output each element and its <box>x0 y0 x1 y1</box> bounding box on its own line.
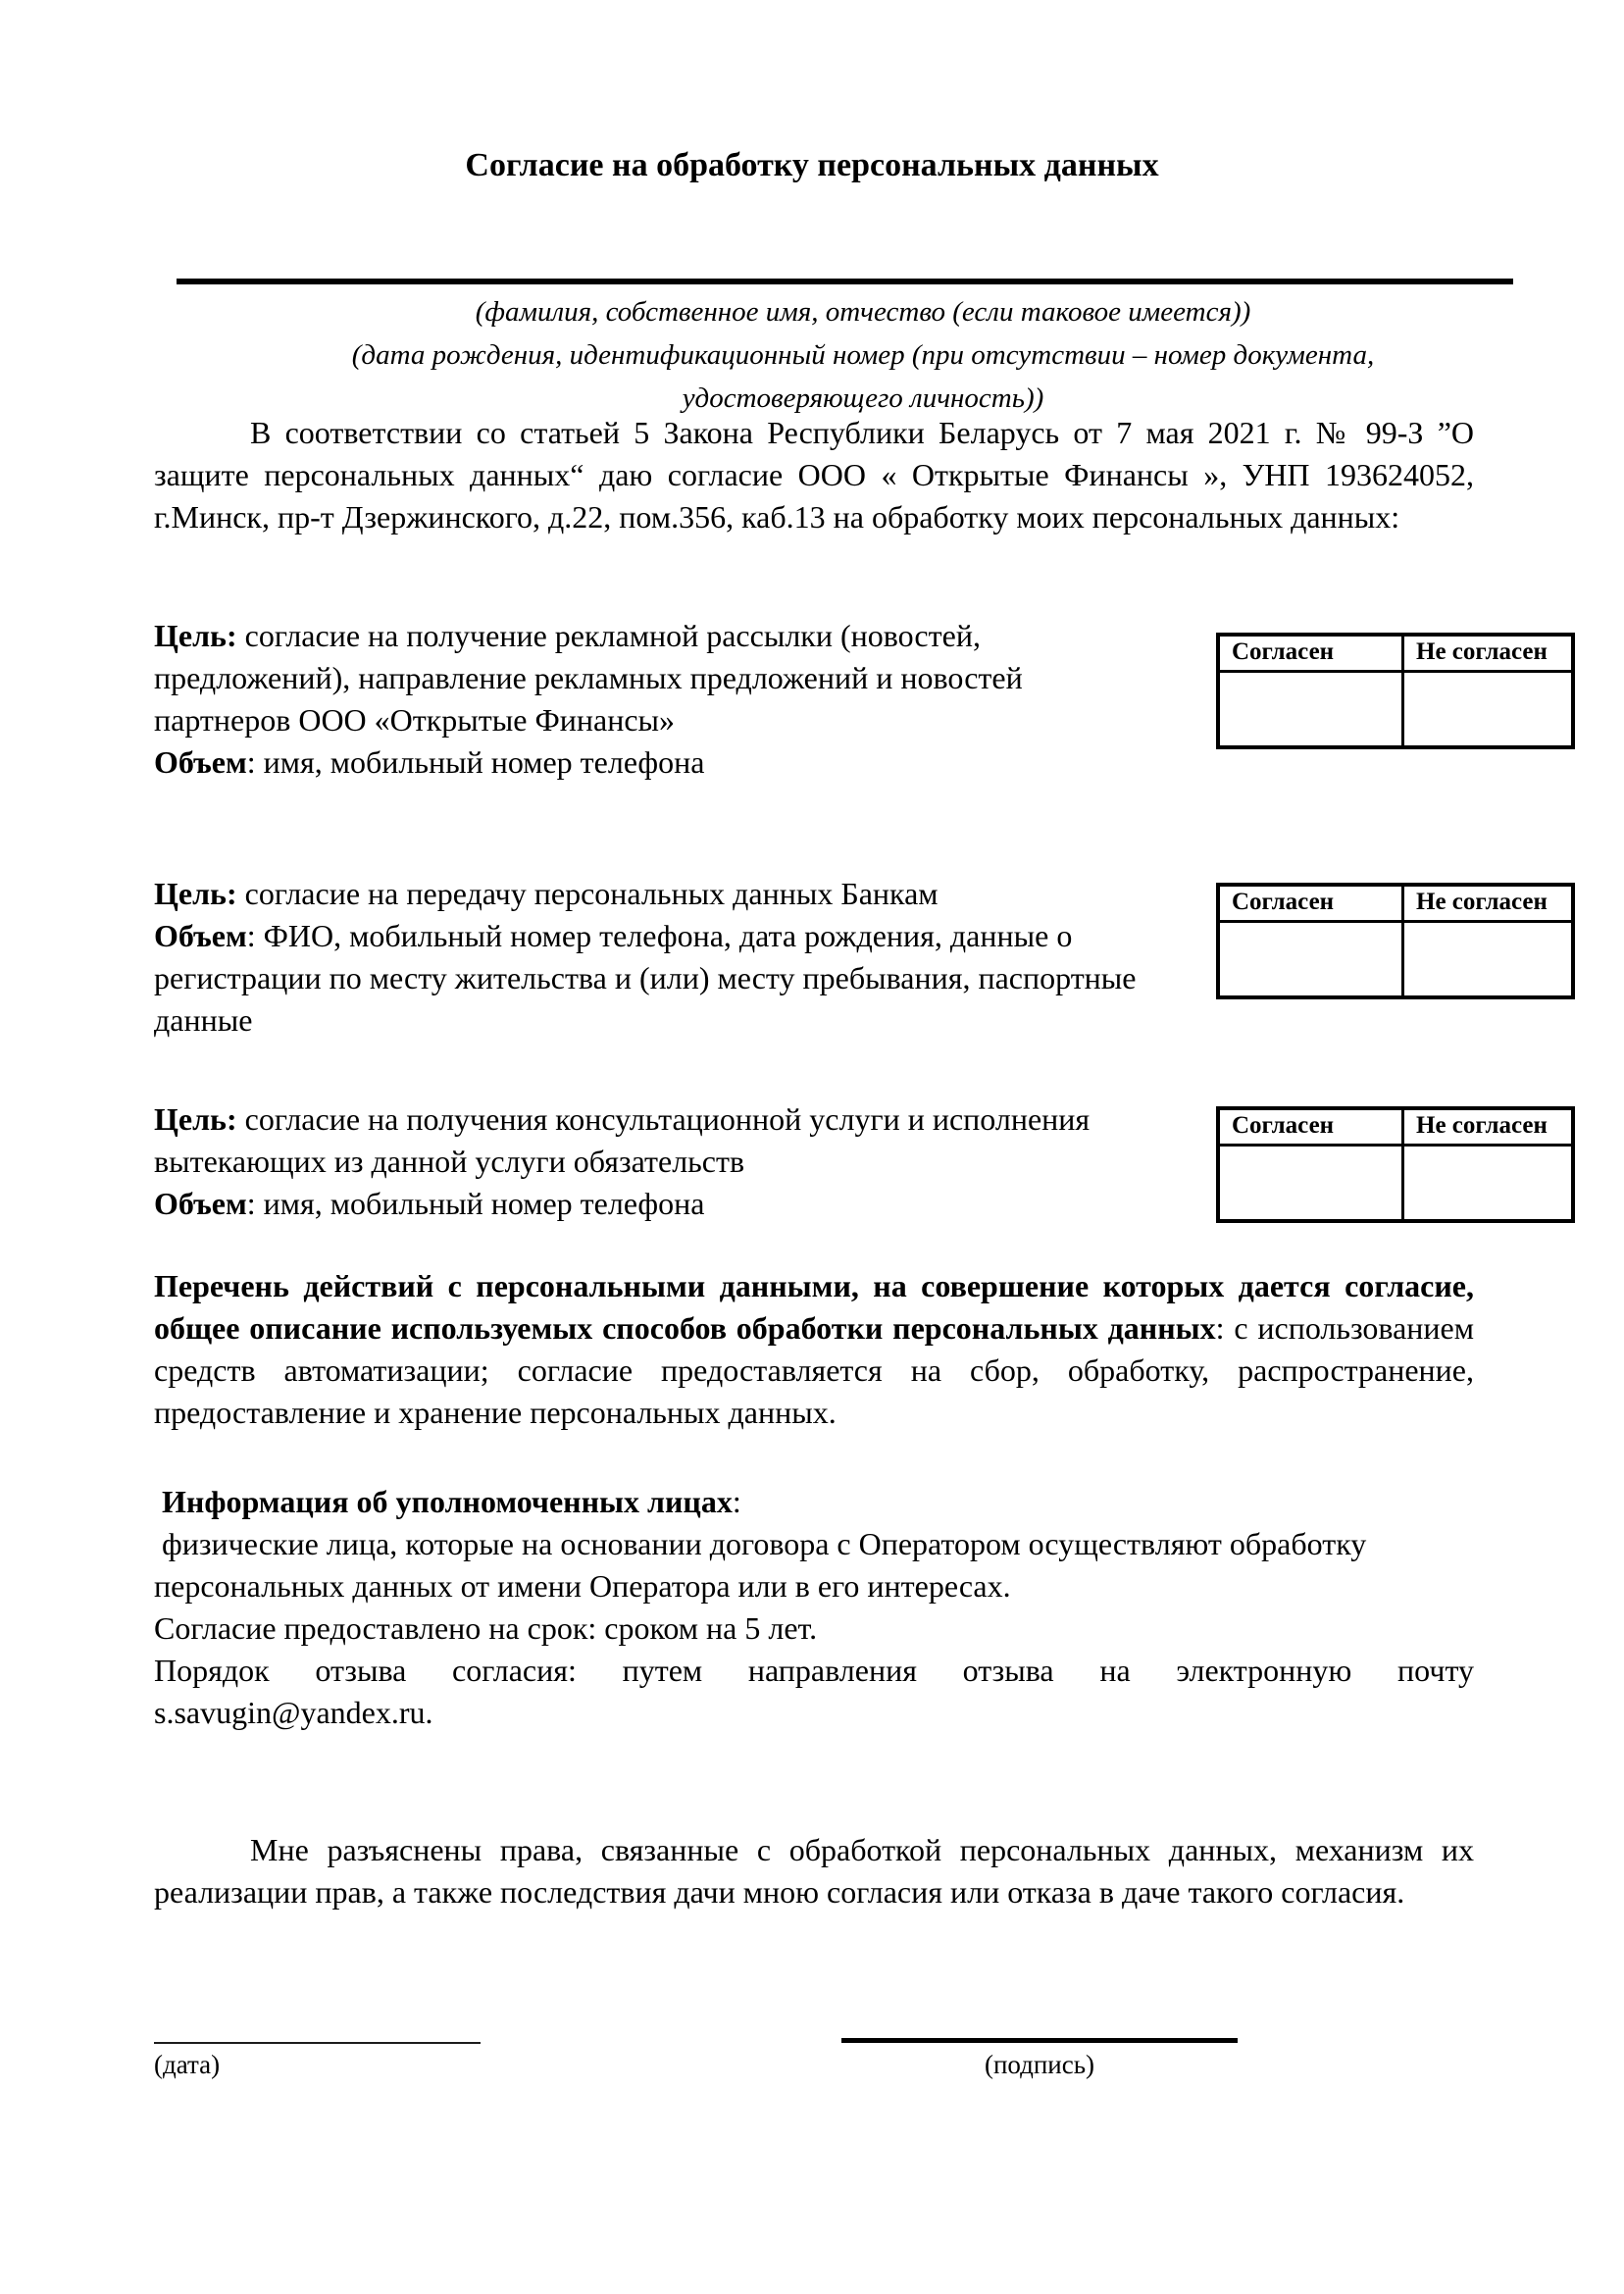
agree-checkbox-cell[interactable] <box>1218 922 1403 998</box>
purpose-label: Цель: <box>154 1101 237 1137</box>
disagree-header-cell: Не согласен <box>1403 885 1574 922</box>
date-caption: (дата) <box>154 2050 221 2079</box>
agree-header-cell: Согласен <box>1218 885 1403 922</box>
actions-bold-text: Перечень действий с персональными данными, на совершение которых дается согласие, общее описание используемых способов обработки персональных данных <box>154 1268 1474 1346</box>
agree-checkbox-cell[interactable] <box>1218 1146 1403 1222</box>
purpose-line <box>154 615 1135 741</box>
scope-line <box>154 741 1135 784</box>
rights-paragraph: Мне разъяснены права, связанные с обработкой персональных данных, механизм их реализации прав, а также последствия дачи мною согласия или отказа в даче такого согласия. <box>154 1832 1474 1910</box>
consent-table-3 <box>1216 1106 1575 1223</box>
disagree-checkbox-cell[interactable] <box>1403 672 1574 748</box>
purpose-text: согласие на получение рекламной рассылки (новостей, предложений), направление рекламных предложений и новостей партнеров ООО «Открытые Финансы» <box>154 618 1023 738</box>
consent-table-2 <box>1216 883 1575 999</box>
disagree-header-cell: Не согласен <box>1403 635 1574 672</box>
agree-header-cell: Согласен <box>1218 1108 1403 1146</box>
signature-caption: (подпись) <box>984 2050 1095 2079</box>
consent-term-line: Согласие предоставлено на срок: сроком на 5 лет. <box>154 1610 818 1646</box>
scope-line <box>154 1183 1179 1225</box>
intro-paragraph: В соответствии со статьей 5 Закона Республики Беларусь от 7 мая 2021 г. № 99-З ”О защите персональных данных“ даю согласие ООО « Открытые Финансы », УНП 193624052, г.Минск, пр-т Дзержинского, д.22, пом.356, каб.13 на обработку моих персональных данных: <box>154 415 1474 535</box>
authorized-persons-text: физические лица, которые на основании договора с Оператором осуществляют обработку персональных данных от имени Оператора или в его интересах. <box>154 1526 1367 1604</box>
purpose-label: Цель: <box>154 876 237 911</box>
purpose-text: согласие на передачу персональных данных Банкам <box>236 876 939 911</box>
consent-block-2 <box>154 873 1179 1042</box>
actions-paragraph <box>154 1265 1474 1434</box>
scope-label: Объем <box>154 1186 247 1221</box>
scope-label: Объем <box>154 744 247 780</box>
consent-table-1 <box>1216 633 1575 749</box>
disagree-header-cell: Не согласен <box>1403 1108 1574 1146</box>
disagree-checkbox-cell[interactable] <box>1403 1146 1574 1222</box>
scope-line <box>154 915 1179 1042</box>
signature-fill-line[interactable] <box>841 2038 1238 2043</box>
name-note: (фамилия, собственное имя, отчество (если таковое имеется)) <box>475 296 1251 328</box>
id-note-line1: (дата рождения, идентификационный номер (при отсутствии – номер документа, <box>351 339 1375 371</box>
consent-block-1 <box>154 615 1135 784</box>
agree-header-cell: Согласен <box>1218 635 1403 672</box>
scope-text: : имя, мобильный номер телефона <box>246 1186 705 1221</box>
actions-regular-text: : с использованием средств автоматизации; согласие предоставляется на сбор, обработку, распространение, предоставление и хранение персональных данных. <box>154 1310 1475 1430</box>
document-title: Согласие на обработку персональных данных <box>465 147 1159 183</box>
purpose-text: согласие на получения консультационной услуги и исполнения вытекающих из данной услуги обязательств <box>154 1101 1091 1179</box>
withdrawal-email: s.savugin@yandex.ru. <box>154 1695 433 1730</box>
name-fill-line[interactable] <box>177 279 1513 284</box>
scope-label: Объем <box>154 918 247 953</box>
consent-block-3 <box>154 1098 1179 1225</box>
scope-text: : имя, мобильный номер телефона <box>246 744 705 780</box>
id-note-line2: удостоверяющего личность)) <box>682 382 1044 414</box>
scope-text: : ФИО, мобильный номер телефона, дата рождения, данные о регистрации по месту жительства и (или) месту пребывания, паспортные данные <box>154 918 1137 1038</box>
date-fill-line[interactable] <box>154 2042 481 2044</box>
purpose-label: Цель: <box>154 618 237 653</box>
authorized-persons-section <box>154 1481 1474 1734</box>
disagree-checkbox-cell[interactable] <box>1403 922 1574 998</box>
purpose-line <box>154 1098 1179 1183</box>
purpose-line <box>154 873 1179 915</box>
withdrawal-procedure-line: Порядок отзыва согласия: путем направления отзыва на электронную почту <box>154 1653 1474 1688</box>
fill-instructions <box>196 290 1530 420</box>
agree-checkbox-cell[interactable] <box>1218 672 1403 748</box>
authorized-persons-heading: Информация об уполномоченных лицах: <box>162 1484 741 1519</box>
